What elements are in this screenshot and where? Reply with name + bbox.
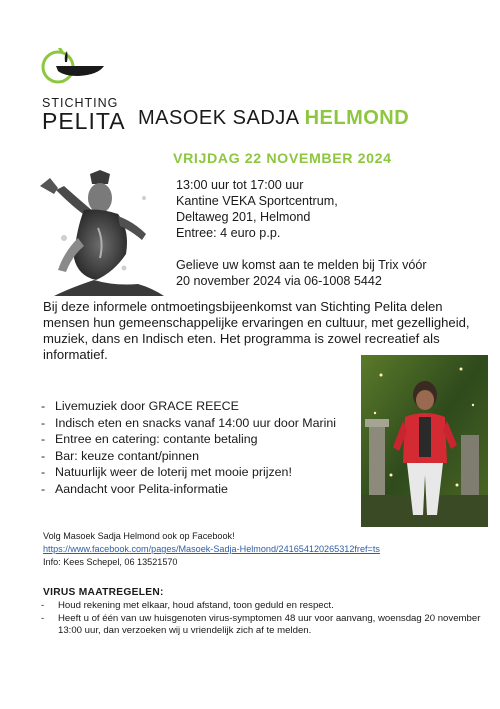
- event-entry-fee: Entree: 4 euro p.p.: [176, 226, 281, 240]
- facebook-link[interactable]: https://www.facebook.com/pages/Masoek-Sadja-Helmond/241654120265312fref=ts: [43, 544, 380, 554]
- performer-photo: [361, 355, 488, 527]
- program-item: - Aandacht voor Pelita-informatie: [41, 481, 228, 496]
- registration-line-2: 20 november 2024 via 06-1008 5442: [176, 274, 382, 288]
- registration-line-1: Gelieve uw komst aan te melden bij Trix vóór: [176, 258, 427, 272]
- program-item: - Entree en catering: contante betaling: [41, 432, 258, 446]
- intro-paragraph: Bij deze informele ontmoetingsbijeenkomst van Stichting Pelita delen mensen hun gemeenschappelijke ervaringen en cultuur, met gezelligheid, muziek, dans en Indisch eten. Het programma is zowel recreatief als informatief.: [43, 299, 470, 363]
- title-highlight: HELMOND: [304, 107, 410, 129]
- title-main: MASOEK SADJA: [138, 107, 305, 129]
- event-time: 13:00 uur tot 17:00 uur: [176, 178, 304, 192]
- virus-measures-heading: VIRUS MAATREGELEN:: [43, 587, 164, 598]
- program-list: [41, 398, 336, 497]
- facebook-text: Volg Masoek Sadja Helmond ook op Facebook!: [43, 531, 235, 541]
- logo-text-pelita: PELITA: [42, 108, 126, 134]
- event-date: VRIJDAG 22 NOVEMBER 2024: [173, 151, 392, 167]
- page-title: [138, 107, 409, 130]
- virus-rule: - Heeft u of één van uw huisgenoten virus-symptomen 48 uur voor aanvang, woensdag 20 november 13:00 uur, dan verzoeken wij u vriendelijk zich af te melden.: [41, 612, 481, 636]
- balinese-dancer-image: [34, 168, 170, 298]
- virus-rule: - Houd rekening met elkaar, houd afstand, toon geduld en respect.: [41, 600, 334, 611]
- program-item: - Livemuziek door GRACE REECE: [41, 399, 239, 413]
- program-item: - Bar: keuze contant/pinnen: [41, 448, 199, 463]
- program-item: - Natuurlijk weer de loterij met mooie prijzen!: [41, 465, 292, 479]
- program-item: - Indisch eten en snacks vanaf 14:00 uur door Marini: [41, 415, 337, 430]
- event-address: Deltaweg 201, Helmond: [176, 210, 311, 224]
- logo-text-stichting: STICHTING: [42, 96, 119, 110]
- contact-info: Info: Kees Schepel, 06 13521570: [43, 557, 178, 567]
- pelita-lamp-logo-icon: [38, 48, 112, 88]
- virus-measures-list: [38, 600, 483, 638]
- event-venue: Kantine VEKA Sportcentrum,: [176, 194, 338, 208]
